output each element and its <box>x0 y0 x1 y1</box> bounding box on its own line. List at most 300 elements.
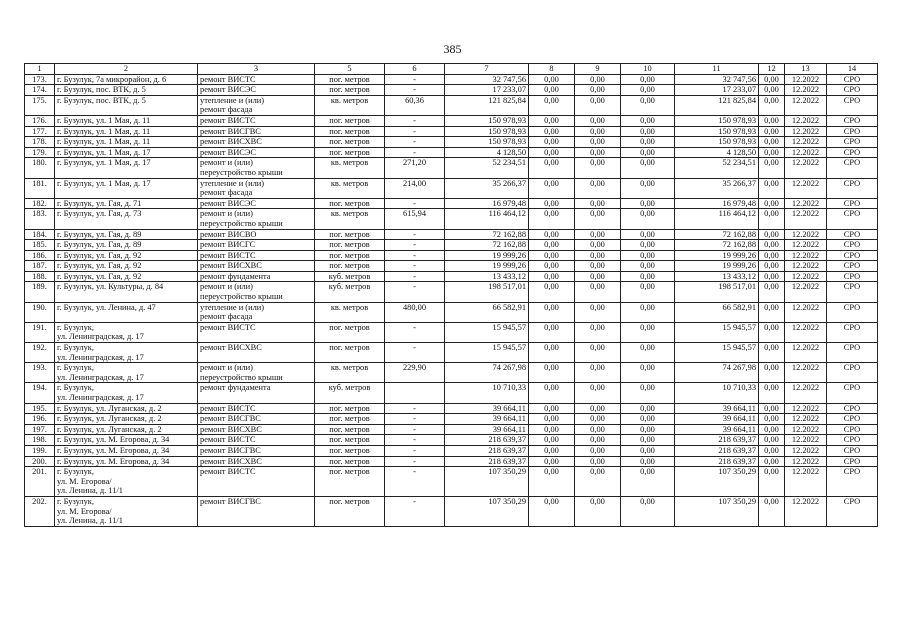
cell-unit: пог. метров <box>315 467 385 497</box>
cell-deadline: 12.2022 <box>785 467 827 497</box>
cell-address: г. Бузулук, ул. Луганская, д. 2 <box>55 424 198 435</box>
column-header: 1 <box>25 64 55 75</box>
cell-volume: - <box>385 496 445 526</box>
cell-fund-regional: 0,00 <box>575 209 621 229</box>
table-row <box>25 322 878 342</box>
column-number-row <box>25 64 878 75</box>
cell-unit-cost: 0,00 <box>759 467 785 497</box>
cell-unit-cost: 0,00 <box>759 435 785 446</box>
cell-fund-federal: 0,00 <box>529 322 575 342</box>
cell-address: г. Бузулук, ул. Гая, д. 71 <box>55 198 198 209</box>
cell-work-type: ремонт ВИСТС <box>198 322 315 342</box>
cell-deadline: 12.2022 <box>785 137 827 148</box>
table-row <box>25 261 878 272</box>
cell-fund-regional: 0,00 <box>575 198 621 209</box>
cell-total-cost: 150 978,93 <box>445 126 529 137</box>
cell-address: г. Бузулук, ул. Ленинградская, д. 17 <box>55 322 198 342</box>
cell-fund-local: 0,00 <box>621 250 675 261</box>
cell-unit: кв. метров <box>315 363 385 383</box>
cell-address: г. Бузулук, ул. 1 Мая, д. 17 <box>55 147 198 158</box>
cell-fund-regional: 0,00 <box>575 467 621 497</box>
cell-row-number: 202. <box>25 496 55 526</box>
cell-unit: кв. метров <box>315 158 385 178</box>
cell-fund-owners: 16 979,48 <box>675 198 759 209</box>
cell-unit: пог. метров <box>315 435 385 446</box>
cell-work-type: ремонт ВИСТС <box>198 115 315 126</box>
cell-fund-owners: 66 582,91 <box>675 302 759 322</box>
cell-fund-federal: 0,00 <box>529 229 575 240</box>
cell-fund-local: 0,00 <box>621 322 675 342</box>
cell-fund-local: 0,00 <box>621 424 675 435</box>
cell-unit-cost: 0,00 <box>759 240 785 251</box>
cell-row-number: 178. <box>25 137 55 148</box>
cell-address: г. Бузулук, ул. Ленина, д. 47 <box>55 302 198 322</box>
cell-deadline: 12.2022 <box>785 271 827 282</box>
cell-volume: - <box>385 435 445 446</box>
cell-work-type: ремонт ВИСТС <box>198 435 315 446</box>
cell-work-type: ремонт ВИСХВС <box>198 424 315 435</box>
cell-work-type: ремонт ВИСГС <box>198 240 315 251</box>
cell-volume: - <box>385 322 445 342</box>
cell-fund-federal: 0,00 <box>529 147 575 158</box>
cell-unit: кв. метров <box>315 95 385 115</box>
cell-fund-owners: 107 350,29 <box>675 467 759 497</box>
cell-deadline: 12.2022 <box>785 178 827 198</box>
cell-fund-regional: 0,00 <box>575 343 621 363</box>
cell-address: г. Бузулук, ул. Гая, д. 89 <box>55 240 198 251</box>
cell-unit: пог. метров <box>315 445 385 456</box>
cell-fund-regional: 0,00 <box>575 158 621 178</box>
table-row <box>25 85 878 96</box>
cell-fund-regional: 0,00 <box>575 403 621 414</box>
cell-total-cost: 13 433,12 <box>445 271 529 282</box>
cell-fund-federal: 0,00 <box>529 445 575 456</box>
cell-row-number: 183. <box>25 209 55 229</box>
cell-fund-owners: 218 639,37 <box>675 456 759 467</box>
cell-unit: кв. метров <box>315 178 385 198</box>
cell-unit: пог. метров <box>315 240 385 251</box>
cell-address: г. Бузулук, ул. Ленинградская, д. 17 <box>55 343 198 363</box>
cell-unit-cost: 0,00 <box>759 271 785 282</box>
cell-fund-local: 0,00 <box>621 198 675 209</box>
cell-unit: пог. метров <box>315 147 385 158</box>
cell-method: СРО <box>827 261 878 272</box>
cell-fund-federal: 0,00 <box>529 435 575 446</box>
cell-row-number: 182. <box>25 198 55 209</box>
column-header: 11 <box>675 64 759 75</box>
cell-fund-owners: 52 234,51 <box>675 158 759 178</box>
cell-fund-owners: 39 664,11 <box>675 414 759 425</box>
cell-fund-local: 0,00 <box>621 240 675 251</box>
cell-work-type: ремонт и (или) переустройство крыши <box>198 209 315 229</box>
cell-address: г. Бузулук, пос. ВТК, д. 5 <box>55 95 198 115</box>
cell-fund-owners: 17 233,07 <box>675 85 759 96</box>
cell-unit: пог. метров <box>315 137 385 148</box>
column-header: 10 <box>621 64 675 75</box>
cell-deadline: 12.2022 <box>785 240 827 251</box>
cell-total-cost: 72 162,88 <box>445 229 529 240</box>
cell-unit: куб. метров <box>315 383 385 403</box>
table-row <box>25 363 878 383</box>
cell-fund-owners: 32 747,56 <box>675 74 759 85</box>
cell-work-type: ремонт фундамента <box>198 383 315 403</box>
cell-unit: пог. метров <box>315 115 385 126</box>
cell-deadline: 12.2022 <box>785 403 827 414</box>
cell-row-number: 180. <box>25 158 55 178</box>
cell-total-cost: 116 464,12 <box>445 209 529 229</box>
table-row <box>25 403 878 414</box>
cell-volume: - <box>385 137 445 148</box>
cell-fund-regional: 0,00 <box>575 414 621 425</box>
cell-volume: - <box>385 85 445 96</box>
cell-method: СРО <box>827 147 878 158</box>
cell-deadline: 12.2022 <box>785 209 827 229</box>
cell-row-number: 200. <box>25 456 55 467</box>
cell-volume: - <box>385 261 445 272</box>
cell-method: СРО <box>827 126 878 137</box>
cell-fund-owners: 218 639,37 <box>675 445 759 456</box>
cell-volume: - <box>385 403 445 414</box>
cell-fund-regional: 0,00 <box>575 282 621 302</box>
column-header: 12 <box>759 64 785 75</box>
cell-row-number: 198. <box>25 435 55 446</box>
cell-total-cost: 218 639,37 <box>445 445 529 456</box>
cell-unit-cost: 0,00 <box>759 74 785 85</box>
cell-row-number: 197. <box>25 424 55 435</box>
table-row <box>25 198 878 209</box>
cell-method: СРО <box>827 240 878 251</box>
cell-deadline: 12.2022 <box>785 302 827 322</box>
cell-method: СРО <box>827 363 878 383</box>
cell-fund-federal: 0,00 <box>529 198 575 209</box>
cell-fund-owners: 72 162,88 <box>675 240 759 251</box>
table-row <box>25 147 878 158</box>
cell-fund-federal: 0,00 <box>529 424 575 435</box>
table-row <box>25 137 878 148</box>
cell-total-cost: 32 747,56 <box>445 74 529 85</box>
cell-fund-federal: 0,00 <box>529 383 575 403</box>
cell-volume: - <box>385 126 445 137</box>
cell-fund-federal: 0,00 <box>529 496 575 526</box>
cell-row-number: 193. <box>25 363 55 383</box>
cell-address: г. Бузулук, ул. Ленинградская, д. 17 <box>55 383 198 403</box>
cell-fund-regional: 0,00 <box>575 178 621 198</box>
cell-total-cost: 39 664,11 <box>445 414 529 425</box>
cell-fund-owners: 4 128,50 <box>675 147 759 158</box>
cell-deadline: 12.2022 <box>785 126 827 137</box>
cell-fund-local: 0,00 <box>621 363 675 383</box>
column-header: 14 <box>827 64 878 75</box>
cell-unit: пог. метров <box>315 261 385 272</box>
cell-unit: пог. метров <box>315 198 385 209</box>
cell-fund-local: 0,00 <box>621 158 675 178</box>
cell-unit-cost: 0,00 <box>759 126 785 137</box>
cell-method: СРО <box>827 343 878 363</box>
cell-total-cost: 52 234,51 <box>445 158 529 178</box>
cell-fund-regional: 0,00 <box>575 147 621 158</box>
cell-work-type: ремонт ВИСХВС <box>198 456 315 467</box>
cell-fund-federal: 0,00 <box>529 209 575 229</box>
cell-method: СРО <box>827 74 878 85</box>
cell-total-cost: 74 267,98 <box>445 363 529 383</box>
cell-unit-cost: 0,00 <box>759 85 785 96</box>
cell-fund-local: 0,00 <box>621 74 675 85</box>
column-header: 5 <box>315 64 385 75</box>
cell-fund-owners: 39 664,11 <box>675 424 759 435</box>
capital-repair-table <box>24 63 878 527</box>
cell-fund-local: 0,00 <box>621 115 675 126</box>
table-row <box>25 229 878 240</box>
cell-row-number: 184. <box>25 229 55 240</box>
cell-fund-regional: 0,00 <box>575 95 621 115</box>
cell-volume: - <box>385 424 445 435</box>
cell-row-number: 179. <box>25 147 55 158</box>
cell-volume: - <box>385 229 445 240</box>
cell-fund-local: 0,00 <box>621 178 675 198</box>
cell-unit-cost: 0,00 <box>759 147 785 158</box>
cell-work-type: утепление и (или) ремонт фасада <box>198 178 315 198</box>
cell-volume: - <box>385 250 445 261</box>
cell-work-type: ремонт ВИСГВС <box>198 445 315 456</box>
cell-unit-cost: 0,00 <box>759 137 785 148</box>
table-row <box>25 250 878 261</box>
cell-unit-cost: 0,00 <box>759 209 785 229</box>
table-row <box>25 496 878 526</box>
cell-row-number: 174. <box>25 85 55 96</box>
cell-row-number: 186. <box>25 250 55 261</box>
cell-row-number: 190. <box>25 302 55 322</box>
cell-deadline: 12.2022 <box>785 424 827 435</box>
cell-total-cost: 107 350,29 <box>445 496 529 526</box>
cell-fund-owners: 35 266,37 <box>675 178 759 198</box>
cell-fund-federal: 0,00 <box>529 363 575 383</box>
cell-fund-federal: 0,00 <box>529 95 575 115</box>
cell-address: г. Бузулук, ул. Ленинградская, д. 17 <box>55 363 198 383</box>
cell-work-type: ремонт ВИСХВС <box>198 137 315 148</box>
cell-unit-cost: 0,00 <box>759 383 785 403</box>
cell-unit-cost: 0,00 <box>759 158 785 178</box>
table-row <box>25 126 878 137</box>
cell-unit-cost: 0,00 <box>759 363 785 383</box>
cell-volume: - <box>385 343 445 363</box>
cell-deadline: 12.2022 <box>785 445 827 456</box>
cell-work-type: ремонт ВИСЭС <box>198 85 315 96</box>
cell-fund-local: 0,00 <box>621 383 675 403</box>
cell-total-cost: 39 664,11 <box>445 403 529 414</box>
cell-total-cost: 218 639,37 <box>445 435 529 446</box>
cell-total-cost: 15 945,57 <box>445 343 529 363</box>
cell-fund-local: 0,00 <box>621 456 675 467</box>
cell-fund-regional: 0,00 <box>575 115 621 126</box>
cell-unit: кв. метров <box>315 302 385 322</box>
cell-deadline: 12.2022 <box>785 250 827 261</box>
cell-address: г. Бузулук, ул. 1 Мая, д. 11 <box>55 126 198 137</box>
cell-fund-owners: 150 978,93 <box>675 137 759 148</box>
table-row <box>25 343 878 363</box>
column-header: 7 <box>445 64 529 75</box>
cell-volume: 229,90 <box>385 363 445 383</box>
cell-fund-owners: 74 267,98 <box>675 363 759 383</box>
cell-fund-federal: 0,00 <box>529 115 575 126</box>
cell-unit-cost: 0,00 <box>759 282 785 302</box>
cell-fund-owners: 13 433,12 <box>675 271 759 282</box>
cell-row-number: 187. <box>25 261 55 272</box>
cell-volume: - <box>385 147 445 158</box>
cell-total-cost: 39 664,11 <box>445 424 529 435</box>
cell-method: СРО <box>827 229 878 240</box>
cell-unit: пог. метров <box>315 250 385 261</box>
cell-volume: 60,36 <box>385 95 445 115</box>
cell-method: СРО <box>827 403 878 414</box>
cell-unit: пог. метров <box>315 424 385 435</box>
cell-volume <box>385 383 445 403</box>
table-row <box>25 435 878 446</box>
cell-row-number: 199. <box>25 445 55 456</box>
cell-fund-regional: 0,00 <box>575 363 621 383</box>
column-header: 3 <box>198 64 315 75</box>
cell-row-number: 188. <box>25 271 55 282</box>
cell-total-cost: 10 710,33 <box>445 383 529 403</box>
cell-work-type: ремонт ВИСВО <box>198 229 315 240</box>
table-row <box>25 424 878 435</box>
cell-unit: пог. метров <box>315 343 385 363</box>
cell-unit-cost: 0,00 <box>759 456 785 467</box>
cell-fund-federal: 0,00 <box>529 467 575 497</box>
cell-method: СРО <box>827 322 878 342</box>
cell-deadline: 12.2022 <box>785 456 827 467</box>
cell-fund-regional: 0,00 <box>575 424 621 435</box>
cell-fund-local: 0,00 <box>621 95 675 115</box>
cell-deadline: 12.2022 <box>785 198 827 209</box>
cell-volume: 214,00 <box>385 178 445 198</box>
cell-unit: пог. метров <box>315 322 385 342</box>
cell-deadline: 12.2022 <box>785 261 827 272</box>
table-row <box>25 282 878 302</box>
cell-unit-cost: 0,00 <box>759 445 785 456</box>
cell-address: г. Бузулук, ул. М. Егорова/ ул. Ленина, д. 11/1 <box>55 496 198 526</box>
cell-address: г. Бузулук, ул. Культуры, д. 84 <box>55 282 198 302</box>
cell-fund-local: 0,00 <box>621 302 675 322</box>
cell-fund-owners: 15 945,57 <box>675 343 759 363</box>
table-row <box>25 240 878 251</box>
cell-volume: - <box>385 456 445 467</box>
table-row <box>25 383 878 403</box>
cell-method: СРО <box>827 456 878 467</box>
cell-work-type: ремонт ВИСТС <box>198 74 315 85</box>
cell-fund-local: 0,00 <box>621 414 675 425</box>
cell-fund-federal: 0,00 <box>529 137 575 148</box>
cell-row-number: 173. <box>25 74 55 85</box>
cell-volume: - <box>385 282 445 302</box>
cell-deadline: 12.2022 <box>785 147 827 158</box>
cell-address: г. Бузулук, ул. 1 Мая, д. 11 <box>55 115 198 126</box>
cell-unit-cost: 0,00 <box>759 414 785 425</box>
cell-fund-owners: 150 978,93 <box>675 126 759 137</box>
cell-fund-regional: 0,00 <box>575 250 621 261</box>
cell-method: СРО <box>827 424 878 435</box>
cell-work-type: ремонт ВИСХВС <box>198 343 315 363</box>
cell-work-type: ремонт ВИСГВС <box>198 414 315 425</box>
cell-deadline: 12.2022 <box>785 229 827 240</box>
cell-method: СРО <box>827 250 878 261</box>
cell-total-cost: 15 945,57 <box>445 322 529 342</box>
cell-volume: - <box>385 115 445 126</box>
cell-fund-local: 0,00 <box>621 403 675 414</box>
cell-unit-cost: 0,00 <box>759 95 785 115</box>
column-header: 6 <box>385 64 445 75</box>
cell-work-type: ремонт ВИСТС <box>198 403 315 414</box>
cell-work-type: ремонт ВИСЭС <box>198 147 315 158</box>
cell-row-number: 185. <box>25 240 55 251</box>
cell-work-type: ремонт и (или) переустройство крыши <box>198 282 315 302</box>
cell-method: СРО <box>827 467 878 497</box>
cell-method: СРО <box>827 209 878 229</box>
cell-total-cost: 150 978,93 <box>445 115 529 126</box>
cell-fund-federal: 0,00 <box>529 403 575 414</box>
cell-deadline: 12.2022 <box>785 363 827 383</box>
cell-row-number: 176. <box>25 115 55 126</box>
cell-fund-local: 0,00 <box>621 282 675 302</box>
cell-method: СРО <box>827 383 878 403</box>
cell-unit-cost: 0,00 <box>759 115 785 126</box>
cell-fund-regional: 0,00 <box>575 126 621 137</box>
cell-fund-owners: 150 978,93 <box>675 115 759 126</box>
cell-fund-local: 0,00 <box>621 445 675 456</box>
cell-method: СРО <box>827 302 878 322</box>
cell-total-cost: 4 128,50 <box>445 147 529 158</box>
cell-fund-regional: 0,00 <box>575 322 621 342</box>
cell-method: СРО <box>827 198 878 209</box>
cell-method: СРО <box>827 137 878 148</box>
column-header: 8 <box>529 64 575 75</box>
cell-method: СРО <box>827 158 878 178</box>
cell-method: СРО <box>827 115 878 126</box>
cell-row-number: 196. <box>25 414 55 425</box>
cell-work-type: ремонт ВИСЭС <box>198 198 315 209</box>
cell-deadline: 12.2022 <box>785 282 827 302</box>
cell-unit: пог. метров <box>315 85 385 96</box>
cell-unit-cost: 0,00 <box>759 343 785 363</box>
cell-unit-cost: 0,00 <box>759 403 785 414</box>
cell-fund-regional: 0,00 <box>575 240 621 251</box>
cell-address: г. Бузулук, ул. 1 Мая, д. 17 <box>55 158 198 178</box>
cell-row-number: 181. <box>25 178 55 198</box>
cell-address: г. Бузулук, ул. Гая, д. 73 <box>55 209 198 229</box>
table-row <box>25 158 878 178</box>
cell-work-type: ремонт ВИСГВС <box>198 496 315 526</box>
column-header: 9 <box>575 64 621 75</box>
cell-fund-owners: 39 664,11 <box>675 403 759 414</box>
cell-fund-owners: 10 710,33 <box>675 383 759 403</box>
cell-unit-cost: 0,00 <box>759 229 785 240</box>
cell-row-number: 195. <box>25 403 55 414</box>
cell-work-type: ремонт и (или) переустройство крыши <box>198 158 315 178</box>
cell-unit-cost: 0,00 <box>759 322 785 342</box>
cell-fund-local: 0,00 <box>621 229 675 240</box>
cell-work-type: ремонт ВИСГВС <box>198 126 315 137</box>
cell-fund-federal: 0,00 <box>529 414 575 425</box>
cell-fund-federal: 0,00 <box>529 456 575 467</box>
cell-unit: пог. метров <box>315 414 385 425</box>
cell-total-cost: 19 999,26 <box>445 261 529 272</box>
cell-unit-cost: 0,00 <box>759 496 785 526</box>
cell-volume: - <box>385 271 445 282</box>
table-row <box>25 115 878 126</box>
cell-fund-federal: 0,00 <box>529 158 575 178</box>
cell-volume: - <box>385 74 445 85</box>
cell-fund-federal: 0,00 <box>529 302 575 322</box>
cell-deadline: 12.2022 <box>785 85 827 96</box>
